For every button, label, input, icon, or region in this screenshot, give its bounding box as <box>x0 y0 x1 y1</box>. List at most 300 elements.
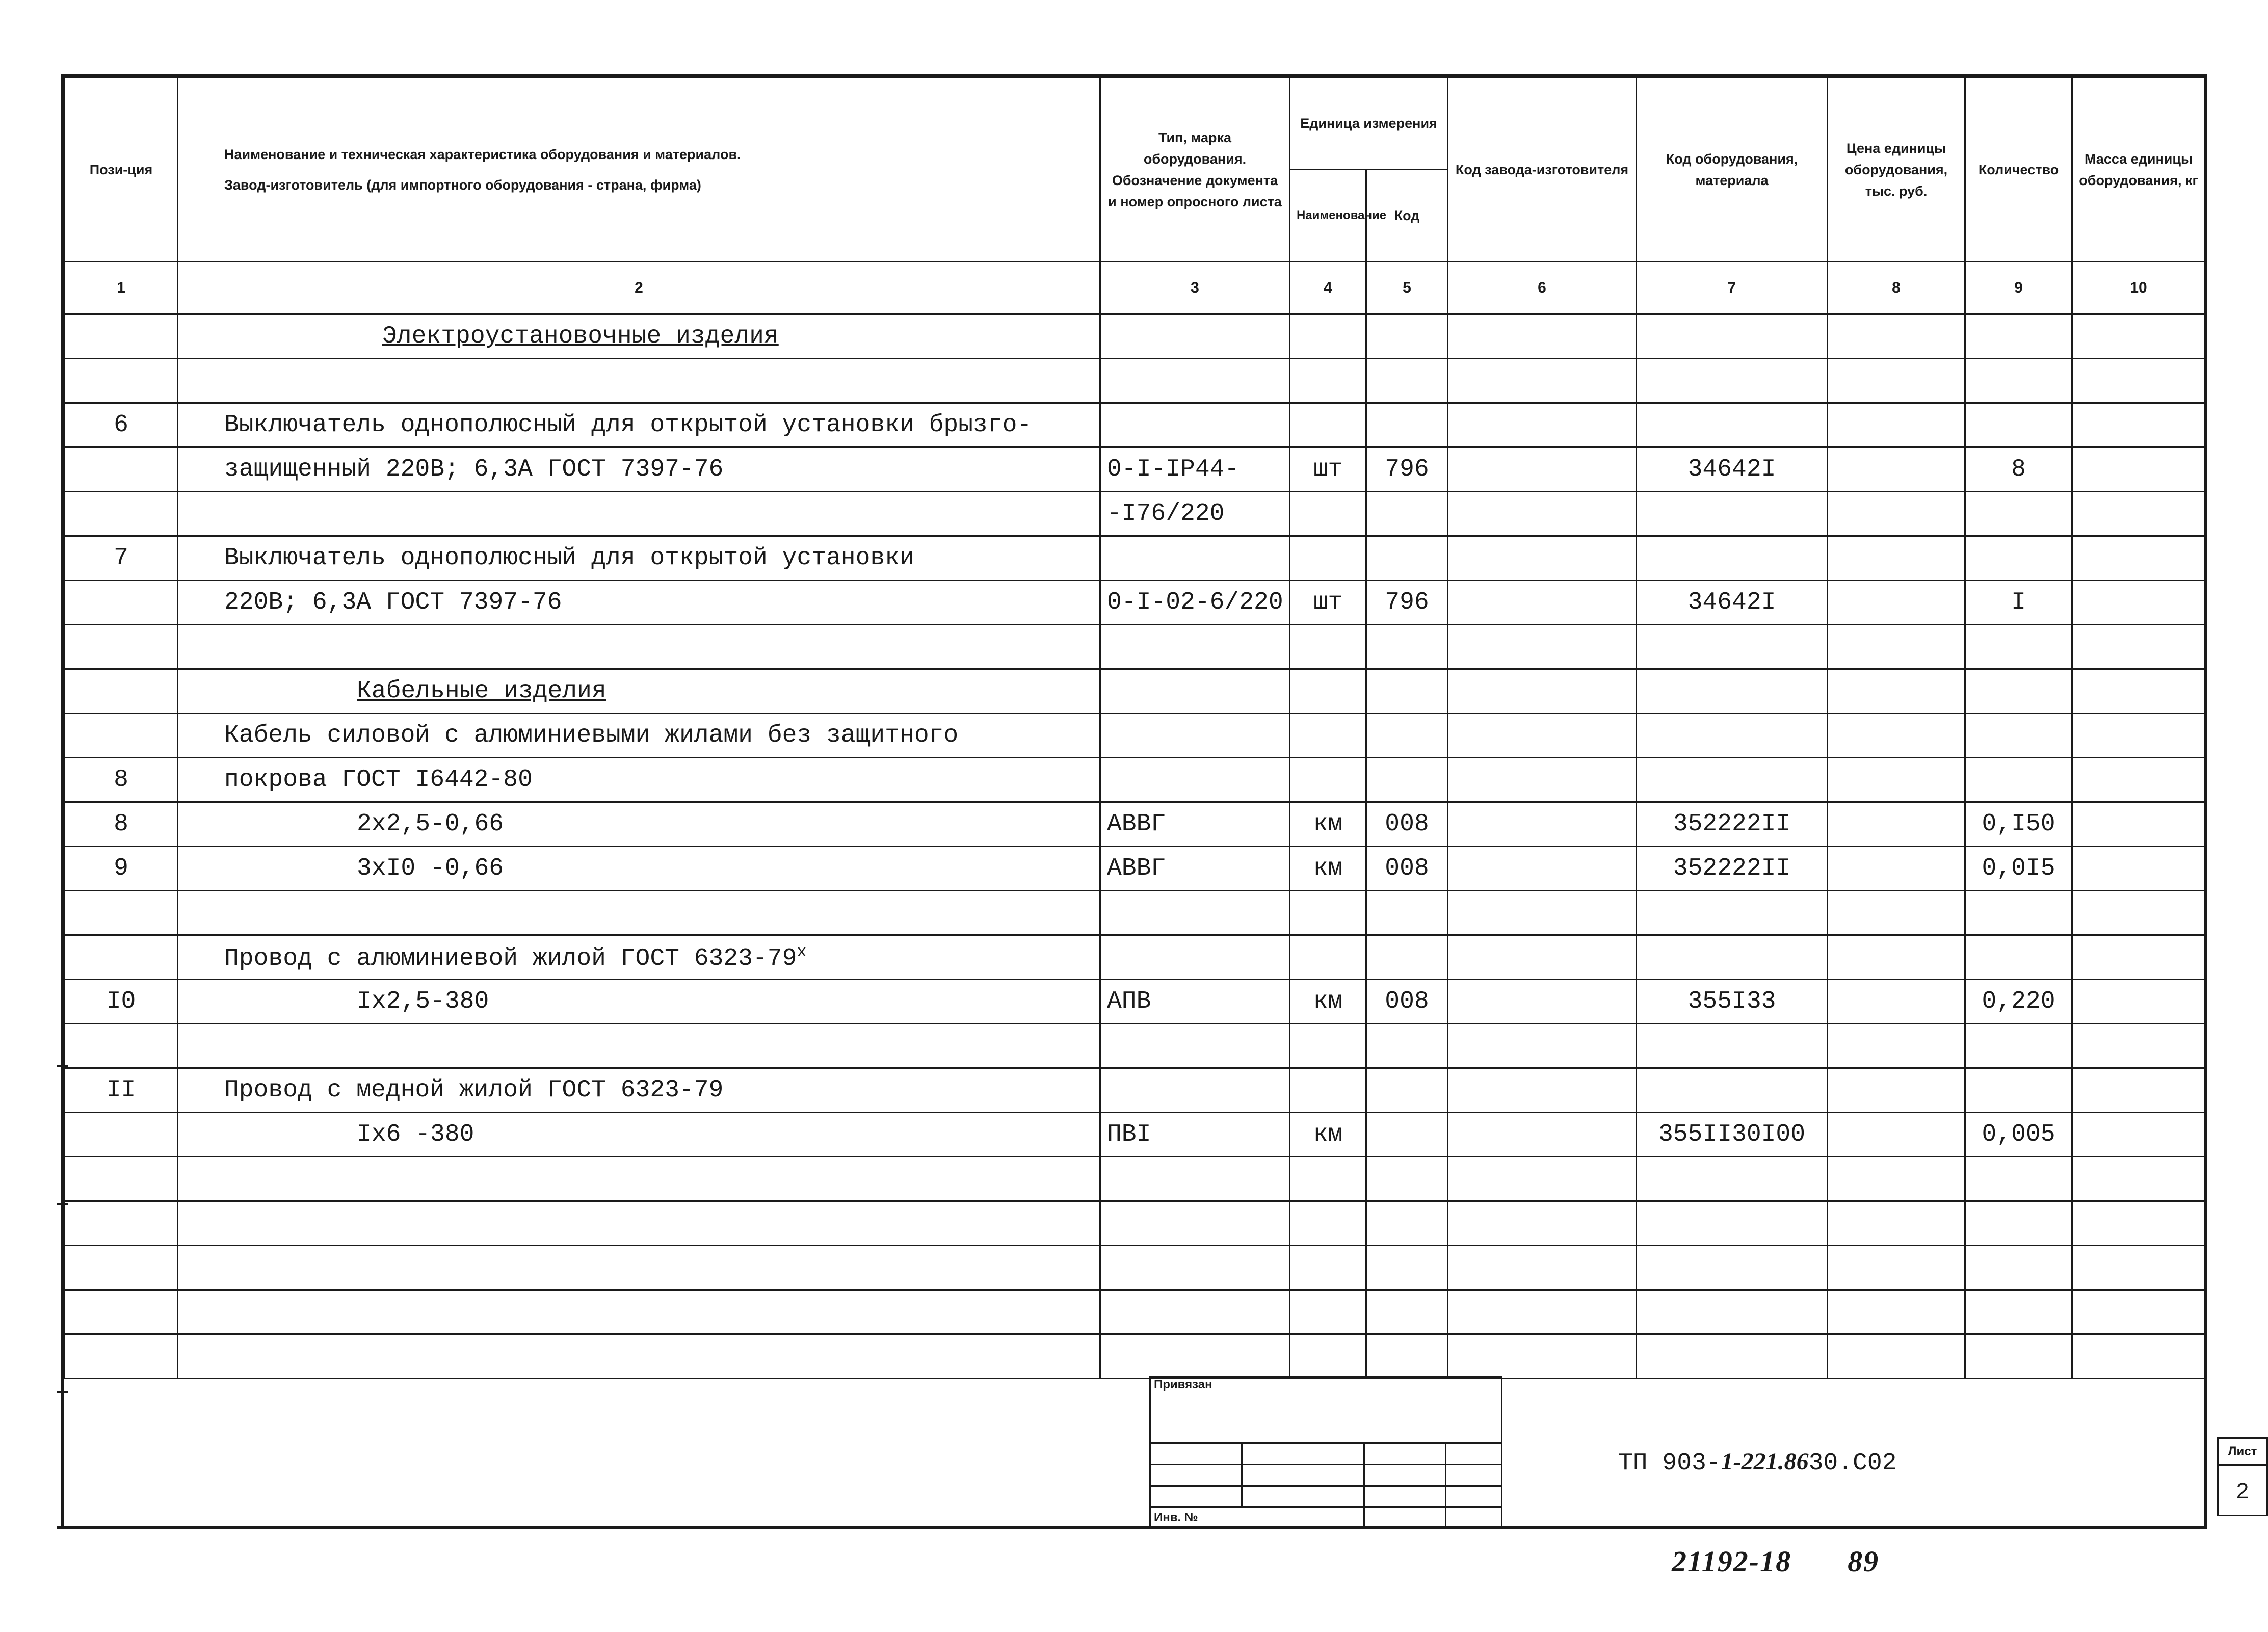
header-name: Наименование и техническая характеристика оборудования и материалов. Завод-изготовитель (для импортного оборудования - страна, фирма) <box>178 77 1100 262</box>
row-type <box>1100 625 1290 669</box>
row-mass <box>2072 314 2205 359</box>
row-quantity <box>1965 891 2072 935</box>
row-factory-code <box>1448 1290 1637 1334</box>
row-position <box>65 314 178 359</box>
row-equipment-code <box>1637 758 1828 802</box>
spec-sheet <box>61 74 2257 1529</box>
row-price <box>1828 448 1965 492</box>
row-type <box>1100 314 1290 359</box>
row-type <box>1100 1334 1290 1379</box>
row-type <box>1100 1068 1290 1113</box>
row-equipment-code <box>1637 935 1828 980</box>
row-price <box>1828 536 1965 581</box>
row-position: II <box>65 1068 178 1113</box>
row-factory-code <box>1448 359 1637 403</box>
row-quantity <box>1965 714 2072 758</box>
row-name: 3хI0 -0,66 <box>178 847 1100 891</box>
row-unit-code: 008 <box>1366 980 1448 1024</box>
row-factory-code <box>1448 1246 1637 1290</box>
row-quantity <box>1965 625 2072 669</box>
row-quantity <box>1965 1068 2072 1113</box>
row-name: 2х2,5-0,66 <box>178 802 1100 847</box>
header-unit-group: Единица измерения <box>1290 77 1448 170</box>
row-price <box>1828 980 1965 1024</box>
row-mass <box>2072 448 2205 492</box>
row-type: -I76/220 <box>1100 492 1290 536</box>
row-equipment-code <box>1637 714 1828 758</box>
row-quantity <box>1965 935 2072 980</box>
row-equipment-code: 34642I <box>1637 581 1828 625</box>
row-unit <box>1290 1024 1366 1068</box>
row-type <box>1100 1290 1290 1334</box>
row-factory-code <box>1448 891 1637 935</box>
table-row <box>65 935 2205 980</box>
row-factory-code <box>1448 802 1637 847</box>
row-unit-code: 008 <box>1366 847 1448 891</box>
table-row <box>65 359 2205 403</box>
table-row <box>65 536 2205 581</box>
row-type <box>1100 1246 1290 1290</box>
row-equipment-code <box>1637 1068 1828 1113</box>
sheet-number: 2 <box>2236 1479 2249 1504</box>
row-unit-code <box>1366 1334 1448 1379</box>
row-type <box>1100 935 1290 980</box>
row-factory-code <box>1448 492 1637 536</box>
sheet-label: Лист <box>2219 1439 2266 1466</box>
row-factory-code <box>1448 714 1637 758</box>
row-mass <box>2072 1068 2205 1113</box>
row-unit <box>1290 1246 1366 1290</box>
row-unit <box>1290 403 1366 448</box>
row-price <box>1828 1334 1965 1379</box>
row-factory-code <box>1448 669 1637 714</box>
row-quantity <box>1965 1334 2072 1379</box>
row-name <box>178 891 1100 935</box>
row-quantity: 8 <box>1965 448 2072 492</box>
row-factory-code <box>1448 980 1637 1024</box>
column-number: 10 <box>2072 262 2205 314</box>
row-price <box>1828 714 1965 758</box>
header-quantity: Количество <box>1965 77 2072 262</box>
title-block <box>1149 1376 2257 1526</box>
column-number: 3 <box>1100 262 1290 314</box>
row-name <box>178 1334 1100 1379</box>
row-price <box>1828 847 1965 891</box>
row-unit-code <box>1366 1113 1448 1157</box>
column-number: 8 <box>1828 262 1965 314</box>
table-row <box>65 492 2205 536</box>
row-unit <box>1290 1334 1366 1379</box>
row-name <box>178 1157 1100 1201</box>
table-body <box>65 262 2205 1379</box>
row-mass <box>2072 359 2205 403</box>
row-name <box>178 625 1100 669</box>
row-unit-code <box>1366 1290 1448 1334</box>
row-position: 6 <box>65 403 178 448</box>
row-price <box>1828 1290 1965 1334</box>
row-unit: км <box>1290 1113 1366 1157</box>
row-name: Кабель силовой с алюминиевыми жилами без защитного <box>178 714 1100 758</box>
header-equipment-code: Код оборудования, материала <box>1637 77 1828 262</box>
row-type: 0-I-02-6/220 <box>1100 581 1290 625</box>
row-price <box>1828 359 1965 403</box>
row-price <box>1828 1113 1965 1157</box>
row-unit-code <box>1366 536 1448 581</box>
row-factory-code <box>1448 847 1637 891</box>
row-name: покрова ГОСТ I6442-80 <box>178 758 1100 802</box>
row-unit <box>1290 891 1366 935</box>
column-number: 9 <box>1965 262 2072 314</box>
header-row <box>65 77 2205 170</box>
row-unit-code <box>1366 625 1448 669</box>
row-equipment-code <box>1637 669 1828 714</box>
row-factory-code <box>1448 758 1637 802</box>
title-block-grid <box>1149 1376 1502 1529</box>
row-position <box>65 891 178 935</box>
inventory-label: Инв. № <box>1150 1507 1364 1529</box>
row-type <box>1100 758 1290 802</box>
row-name <box>178 1290 1100 1334</box>
row-mass <box>2072 1201 2205 1246</box>
row-name: Выключатель однополюсный для открытой установки брызго- <box>178 403 1100 448</box>
row-price <box>1828 1068 1965 1113</box>
table-row <box>65 1113 2205 1157</box>
row-type <box>1100 359 1290 403</box>
row-position: I0 <box>65 980 178 1024</box>
row-unit <box>1290 1290 1366 1334</box>
row-position: 8 <box>65 758 178 802</box>
row-quantity <box>1965 536 2072 581</box>
table-row <box>65 625 2205 669</box>
row-mass <box>2072 714 2205 758</box>
row-name: защищенный 220В; 6,3А ГОСТ 7397-76 <box>178 448 1100 492</box>
header-type: Тип, марка оборудования. Обозначение документа и номер опросного листа <box>1100 77 1290 262</box>
row-type <box>1100 1201 1290 1246</box>
table-row <box>65 1068 2205 1113</box>
row-unit-code <box>1366 935 1448 980</box>
row-price <box>1828 581 1965 625</box>
tied-label: Привязан <box>1150 1377 1502 1443</box>
table-row <box>65 1157 2205 1201</box>
row-equipment-code <box>1637 492 1828 536</box>
column-number: 2 <box>178 262 1100 314</box>
row-quantity <box>1965 492 2072 536</box>
row-type <box>1100 536 1290 581</box>
page-number: 89 <box>1848 1545 1880 1578</box>
document-number: ТП 903-1-221.8630.С02 <box>1618 1448 1897 1477</box>
row-equipment-code <box>1637 1246 1828 1290</box>
row-mass <box>2072 758 2205 802</box>
row-unit-code <box>1366 1068 1448 1113</box>
row-type <box>1100 669 1290 714</box>
row-mass <box>2072 625 2205 669</box>
column-number-row <box>65 262 2205 314</box>
row-position <box>65 448 178 492</box>
row-price <box>1828 1157 1965 1201</box>
row-type <box>1100 1157 1290 1201</box>
row-price <box>1828 314 1965 359</box>
margin-tick <box>57 1065 68 1067</box>
row-unit <box>1290 314 1366 359</box>
row-quantity: 0,005 <box>1965 1113 2072 1157</box>
row-unit: шт <box>1290 448 1366 492</box>
row-unit-code <box>1366 1024 1448 1068</box>
row-name: 220В; 6,3А ГОСТ 7397-76 <box>178 581 1100 625</box>
row-name: Iх6 -380 <box>178 1113 1100 1157</box>
row-position <box>65 1246 178 1290</box>
row-factory-code <box>1448 1157 1637 1201</box>
table-row <box>65 980 2205 1024</box>
row-mass <box>2072 935 2205 980</box>
header-price: Цена единицы оборудования, тыс. руб. <box>1828 77 1965 262</box>
row-mass <box>2072 1113 2205 1157</box>
row-name: Провод с алюминиевой жилой ГОСТ 6323-79$^x$ <box>178 935 1100 980</box>
row-factory-code <box>1448 1113 1637 1157</box>
row-position <box>65 625 178 669</box>
row-unit-code <box>1366 891 1448 935</box>
row-position <box>65 359 178 403</box>
row-name: Iх2,5-380 <box>178 980 1100 1024</box>
row-type: 0-I-IP44- <box>1100 448 1290 492</box>
row-mass <box>2072 1157 2205 1201</box>
row-quantity: 0,0I5 <box>1965 847 2072 891</box>
row-unit <box>1290 714 1366 758</box>
table-row <box>65 802 2205 847</box>
row-price <box>1828 935 1965 980</box>
table-row <box>65 1246 2205 1290</box>
row-name <box>178 492 1100 536</box>
row-position <box>65 669 178 714</box>
row-factory-code <box>1448 314 1637 359</box>
row-factory-code <box>1448 1201 1637 1246</box>
row-quantity <box>1965 314 2072 359</box>
row-quantity: I <box>1965 581 2072 625</box>
row-unit-code <box>1366 669 1448 714</box>
row-quantity <box>1965 669 2072 714</box>
row-position <box>65 492 178 536</box>
table-row <box>65 314 2205 359</box>
row-unit: км <box>1290 847 1366 891</box>
row-name <box>178 1024 1100 1068</box>
row-equipment-code <box>1637 403 1828 448</box>
row-unit-code <box>1366 1157 1448 1201</box>
table-row <box>65 1290 2205 1334</box>
table-row <box>65 758 2205 802</box>
row-unit <box>1290 669 1366 714</box>
row-position <box>65 581 178 625</box>
row-equipment-code: 355II30I00 <box>1637 1113 1828 1157</box>
table-row <box>65 847 2205 891</box>
row-unit <box>1290 1201 1366 1246</box>
row-mass <box>2072 581 2205 625</box>
row-equipment-code <box>1637 536 1828 581</box>
header-factory-code: Код завода-изготовителя <box>1448 77 1637 262</box>
row-price <box>1828 891 1965 935</box>
row-quantity <box>1965 359 2072 403</box>
sheet-number-box <box>2217 1437 2268 1516</box>
row-name <box>178 359 1100 403</box>
row-factory-code <box>1448 935 1637 980</box>
row-unit <box>1290 1157 1366 1201</box>
row-quantity: 0,220 <box>1965 980 2072 1024</box>
row-price <box>1828 802 1965 847</box>
row-equipment-code <box>1637 1201 1828 1246</box>
row-type: АВВГ <box>1100 802 1290 847</box>
row-type <box>1100 1024 1290 1068</box>
row-position: 7 <box>65 536 178 581</box>
row-mass <box>2072 669 2205 714</box>
row-position: 9 <box>65 847 178 891</box>
table-row <box>65 448 2205 492</box>
row-quantity <box>1965 1290 2072 1334</box>
row-unit <box>1290 625 1366 669</box>
margin-tick <box>57 1203 68 1205</box>
row-unit: км <box>1290 980 1366 1024</box>
row-unit <box>1290 492 1366 536</box>
row-equipment-code <box>1637 1334 1828 1379</box>
header-unit-name: Наименование <box>1290 170 1366 262</box>
row-position <box>65 1113 178 1157</box>
row-equipment-code <box>1637 1157 1828 1201</box>
column-number: 5 <box>1366 262 1448 314</box>
row-unit-code <box>1366 714 1448 758</box>
row-position <box>65 1334 178 1379</box>
row-factory-code <box>1448 1334 1637 1379</box>
column-number: 1 <box>65 262 178 314</box>
row-price <box>1828 1201 1965 1246</box>
row-price <box>1828 403 1965 448</box>
specification-table <box>64 76 2206 1379</box>
table-row <box>65 1024 2205 1068</box>
row-factory-code <box>1448 403 1637 448</box>
row-type: ПВI <box>1100 1113 1290 1157</box>
row-price <box>1828 1246 1965 1290</box>
archive-footer <box>1672 1544 1935 1578</box>
margin-tick <box>57 1526 68 1529</box>
header-mass: Масса единицы оборудования, кг <box>2072 77 2205 262</box>
row-type: АВВГ <box>1100 847 1290 891</box>
table-row <box>65 403 2205 448</box>
row-name: Электроустановочные изделия <box>178 314 1100 359</box>
archive-number: 21192-18 <box>1672 1545 1792 1578</box>
row-type: АПВ <box>1100 980 1290 1024</box>
header-position: Пози-ция <box>65 77 178 262</box>
row-type <box>1100 891 1290 935</box>
row-mass <box>2072 1024 2205 1068</box>
row-mass <box>2072 1334 2205 1379</box>
row-name <box>178 1246 1100 1290</box>
row-unit-code <box>1366 359 1448 403</box>
row-factory-code <box>1448 1068 1637 1113</box>
row-price <box>1828 1024 1965 1068</box>
row-unit: км <box>1290 802 1366 847</box>
column-number: 4 <box>1290 262 1366 314</box>
row-equipment-code <box>1637 625 1828 669</box>
table-row <box>65 1334 2205 1379</box>
row-type <box>1100 403 1290 448</box>
row-factory-code <box>1448 1024 1637 1068</box>
row-position <box>65 1157 178 1201</box>
row-equipment-code <box>1637 359 1828 403</box>
row-mass <box>2072 403 2205 448</box>
row-unit <box>1290 935 1366 980</box>
row-equipment-code: 355I33 <box>1637 980 1828 1024</box>
row-quantity <box>1965 1201 2072 1246</box>
row-factory-code <box>1448 581 1637 625</box>
row-price <box>1828 758 1965 802</box>
row-unit <box>1290 359 1366 403</box>
row-quantity: 0,I50 <box>1965 802 2072 847</box>
row-unit-code <box>1366 758 1448 802</box>
row-mass <box>2072 1290 2205 1334</box>
row-unit-code <box>1366 492 1448 536</box>
row-position: 8 <box>65 802 178 847</box>
row-unit-code <box>1366 314 1448 359</box>
table-row <box>65 891 2205 935</box>
row-factory-code <box>1448 536 1637 581</box>
row-name <box>178 1201 1100 1246</box>
row-name: Выключатель однополюсный для открытой установки <box>178 536 1100 581</box>
row-factory-code <box>1448 448 1637 492</box>
row-mass <box>2072 536 2205 581</box>
column-number: 6 <box>1448 262 1637 314</box>
row-name: Провод с медной жилой ГОСТ 6323-79 <box>178 1068 1100 1113</box>
row-equipment-code: 352222II <box>1637 847 1828 891</box>
row-mass <box>2072 847 2205 891</box>
row-equipment-code: 34642I <box>1637 448 1828 492</box>
row-unit <box>1290 758 1366 802</box>
row-equipment-code: 352222II <box>1637 802 1828 847</box>
table-row <box>65 1201 2205 1246</box>
row-type <box>1100 714 1290 758</box>
row-price <box>1828 625 1965 669</box>
row-position <box>65 1024 178 1068</box>
margin-tick <box>57 1391 68 1393</box>
row-mass <box>2072 492 2205 536</box>
table-row <box>65 581 2205 625</box>
header-unit-code: Код <box>1366 170 1448 262</box>
row-unit-code <box>1366 403 1448 448</box>
row-mass <box>2072 980 2205 1024</box>
column-number: 7 <box>1637 262 1828 314</box>
row-position <box>65 714 178 758</box>
row-unit <box>1290 536 1366 581</box>
row-unit-code <box>1366 1201 1448 1246</box>
row-unit <box>1290 1068 1366 1113</box>
row-quantity <box>1965 403 2072 448</box>
row-position <box>65 1290 178 1334</box>
row-equipment-code <box>1637 314 1828 359</box>
table-row <box>65 669 2205 714</box>
row-price <box>1828 492 1965 536</box>
row-equipment-code <box>1637 1024 1828 1068</box>
row-quantity <box>1965 1246 2072 1290</box>
row-price <box>1828 669 1965 714</box>
row-quantity <box>1965 1024 2072 1068</box>
row-quantity <box>1965 758 2072 802</box>
row-position <box>65 1201 178 1246</box>
row-unit-code <box>1366 1246 1448 1290</box>
row-unit-code: 008 <box>1366 802 1448 847</box>
row-position <box>65 935 178 980</box>
row-equipment-code <box>1637 891 1828 935</box>
row-name: Кабельные изделия <box>178 669 1100 714</box>
row-mass <box>2072 891 2205 935</box>
row-mass <box>2072 802 2205 847</box>
row-unit: шт <box>1290 581 1366 625</box>
table-row <box>65 714 2205 758</box>
row-quantity <box>1965 1157 2072 1201</box>
